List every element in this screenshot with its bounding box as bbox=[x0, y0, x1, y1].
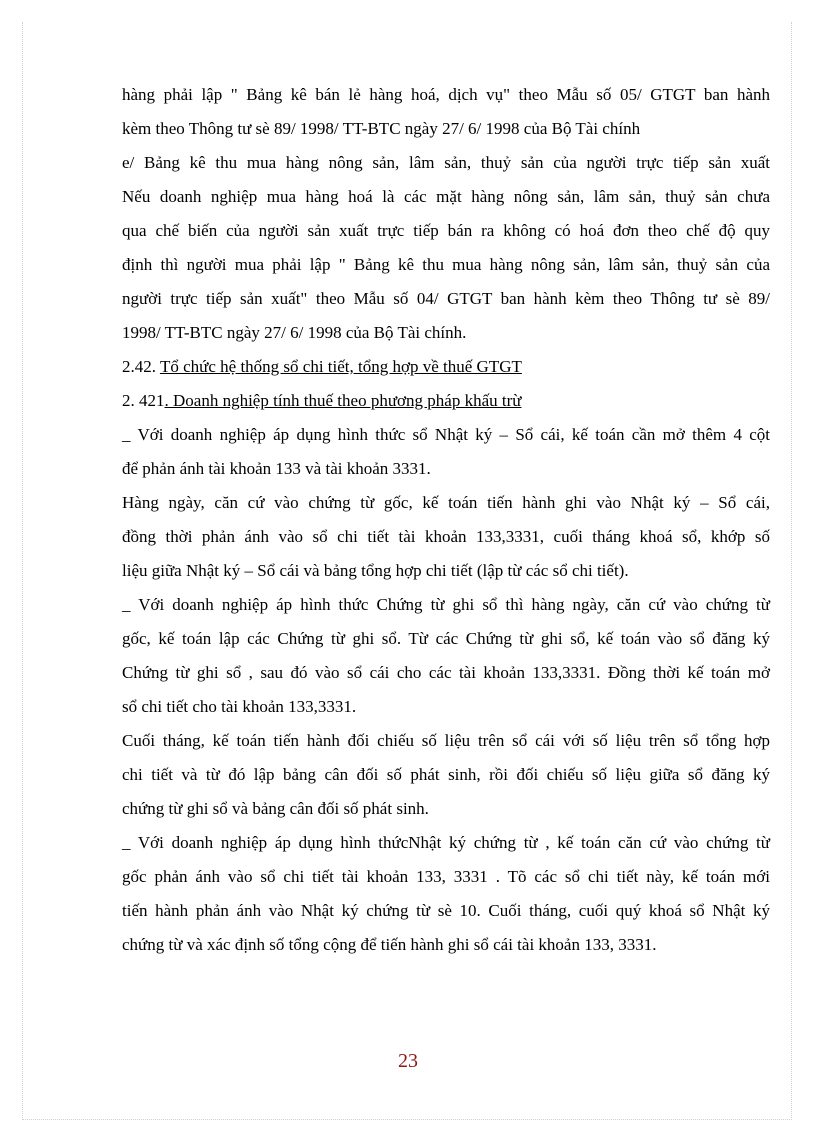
text-line: để phản ánh tài khoản 133 và tài khoản 3331. bbox=[122, 459, 431, 478]
document-body bbox=[122, 78, 770, 962]
section-number: 2. 421 bbox=[122, 391, 165, 410]
section-heading-2-421 bbox=[122, 384, 770, 418]
section-number: 2.42. bbox=[122, 357, 160, 376]
text-line: gốc phản ánh vào sổ chi tiết tài khoản 133, 3331 . Tõ các sổ chi tiết này, kế toán mới bbox=[122, 867, 770, 886]
text-line: hàng phải lập " Bảng kê bán lẻ hàng hoá, dịch vụ" theo Mẫu số 05/ GTGT ban hành bbox=[122, 85, 770, 104]
text-line: chi tiết và từ đó lập bảng cân đối số phát sinh, rồi đối chiếu số liệu giữa sổ đăng ký bbox=[122, 765, 770, 784]
text-line: liệu giữa Nhật ký – Sổ cái và bảng tổng hợp chi tiết (lập từ các sổ chi tiết). bbox=[122, 561, 629, 580]
section-heading-2-42 bbox=[122, 350, 770, 384]
text-line: đồng thời phản ánh vào sổ chi tiết tài khoản 133,3331, cuối tháng khoá sổ, khớp số bbox=[122, 527, 770, 546]
text-line: Nếu doanh nghiệp mua hàng hoá là các mặt hàng nông sản, lâm sản, thuỷ sản chưa bbox=[122, 187, 770, 206]
page-number: 23 bbox=[398, 1050, 418, 1072]
text-line: _ Với doanh nghiệp áp hình thức Chứng từ ghi sổ thì hàng ngày, căn cứ vào chứng từ bbox=[122, 595, 770, 614]
text-line: _ Với doanh nghiệp áp dụng hình thức sổ Nhật ký – Sổ cái, kế toán cần mở thêm 4 cột bbox=[122, 425, 770, 444]
text-line: kèm theo Thông tư sè 89/ 1998/ TT-BTC ngày 27/ 6/ 1998 của Bộ Tài chính bbox=[122, 119, 641, 138]
text-line: e/ Bảng kê thu mua hàng nông sản, lâm sản, thuỷ sản của người trực tiếp sản xuất bbox=[122, 153, 770, 172]
text-line: Chứng từ ghi sổ , sau đó vào sổ cái cho các tài khoản 133,3331. Đồng thời kế toán mở bbox=[122, 663, 770, 682]
text-line: định thì người mua phải lập " Bảng kê thu mua hàng nông sản, lâm sản, thuỷ sản của bbox=[122, 255, 770, 274]
text-line: _ Với doanh nghiệp áp dụng hình thứcNhật ký chứng từ , kế toán căn cứ vào chứng từ bbox=[122, 833, 770, 852]
section-title: . Doanh nghiệp tính thuế theo phương pháp khấu trừ bbox=[164, 391, 522, 410]
text-line: 1998/ TT-BTC ngày 27/ 6/ 1998 của Bộ Tài chính. bbox=[122, 323, 467, 342]
text-line: người trực tiếp sản xuất" theo Mẫu số 04/ GTGT ban hành kèm theo Thông tư sè 89/ bbox=[122, 289, 770, 308]
text-line: sổ chi tiết cho tài khoản 133,3331. bbox=[122, 697, 357, 716]
text-line: qua chế biến của người sản xuất trực tiếp bán ra không có hoá đơn theo chế độ quy bbox=[122, 221, 770, 240]
section-title: Tổ chức hệ thống sổ chi tiết, tổng hợp về thuế GTGT bbox=[159, 357, 522, 376]
text-line: Cuối tháng, kế toán tiến hành đối chiếu số liệu trên sổ cái với số liệu trên sổ tổng hợp bbox=[122, 731, 770, 750]
text-line: tiến hành phản ánh vào Nhật ký chứng từ sè 10. Cuối tháng, cuối quý khoá sổ Nhật ký bbox=[122, 901, 770, 920]
text-line: chứng từ ghi sổ và bảng cân đối số phát sinh. bbox=[122, 799, 429, 818]
text-line: Hàng ngày, căn cứ vào chứng từ gốc, kế toán tiến hành ghi vào Nhật ký – Sổ cái, bbox=[122, 493, 770, 512]
text-line: chứng từ và xác định số tổng cộng để tiến hành ghi sổ cái tài khoản 133, 3331. bbox=[122, 935, 657, 954]
text-line: gốc, kế toán lập các Chứng từ ghi sổ. Từ các Chứng từ ghi sổ, kế toán vào sổ đăng ký bbox=[122, 629, 770, 648]
